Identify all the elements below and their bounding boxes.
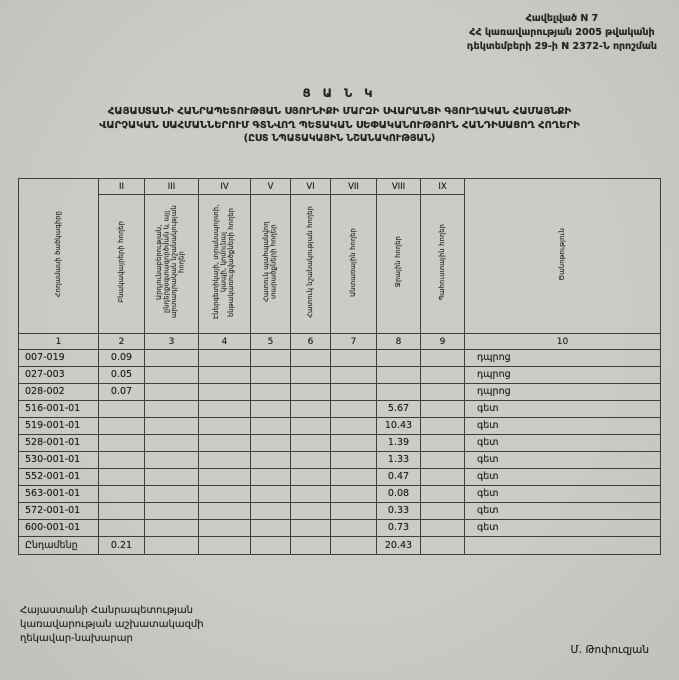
annex-line-3: դեկտեմբերի 29-ի N 2372-Ն որոշման — [466, 40, 657, 52]
area-value-cell — [331, 367, 377, 384]
table-row — [19, 418, 661, 435]
area-value-cell — [199, 537, 251, 555]
parcel-code-header: Հողամասի ծածկագիրը — [53, 211, 62, 298]
parcel-code-cell: 028-002 — [19, 384, 99, 401]
signatory-name: Մ. Թոփուզյան — [570, 644, 649, 656]
area-value-cell — [251, 384, 291, 401]
area-value-cell — [145, 367, 199, 384]
roman-numeral: IV — [199, 179, 251, 195]
area-value-cell — [199, 435, 251, 452]
area-value-cell — [145, 486, 199, 503]
parcel-code-cell: 600-001-01 — [19, 520, 99, 537]
area-value-cell: 0.21 — [99, 537, 145, 555]
category-header-cell — [421, 195, 465, 334]
area-value-cell — [145, 503, 199, 520]
document-heading: Ց Ա Ն Կ — [302, 86, 377, 100]
area-value-cell — [421, 503, 465, 520]
category-header: Հատուկ պահպանվող տարածքների հողեր — [261, 221, 278, 303]
area-value-cell — [291, 537, 331, 555]
area-value-cell — [199, 503, 251, 520]
issuer-line-1: Հայաստանի Հանրապետության — [20, 605, 194, 616]
area-value-cell — [377, 367, 421, 384]
column-number: 2 — [99, 334, 145, 350]
area-value-cell — [199, 367, 251, 384]
area-value-cell — [199, 350, 251, 367]
area-value-cell: 20.43 — [377, 537, 421, 555]
area-value-cell — [421, 350, 465, 367]
area-value-cell — [145, 537, 199, 555]
parcel-code-header-cell — [19, 179, 99, 334]
category-header: Ջրային հողեր — [393, 236, 402, 288]
area-value-cell — [99, 452, 145, 469]
column-number: 3 — [145, 334, 199, 350]
column-number: 10 — [465, 334, 661, 350]
column-number: 9 — [421, 334, 465, 350]
table-row — [19, 384, 661, 401]
area-value-cell — [199, 418, 251, 435]
category-header-cell — [145, 195, 199, 334]
column-number: 6 — [291, 334, 331, 350]
area-value-cell: 5.67 — [377, 401, 421, 418]
column-number: 1 — [19, 334, 99, 350]
area-value-cell: 1.39 — [377, 435, 421, 452]
note-cell: դպրոց — [465, 350, 661, 367]
area-value-cell — [99, 418, 145, 435]
area-value-cell — [251, 435, 291, 452]
area-value-cell: 0.73 — [377, 520, 421, 537]
column-number: 5 — [251, 334, 291, 350]
parcel-code-cell: 572-001-01 — [19, 503, 99, 520]
roman-numeral-row — [19, 179, 661, 195]
area-value-cell — [99, 469, 145, 486]
area-value-cell — [291, 452, 331, 469]
area-value-cell — [291, 384, 331, 401]
area-value-cell — [99, 435, 145, 452]
area-value-cell — [421, 418, 465, 435]
category-header: Բնակավայրերի հողեր — [116, 221, 125, 303]
area-value-cell — [421, 469, 465, 486]
note-cell: գետ — [465, 401, 661, 418]
note-cell: դպրոց — [465, 384, 661, 401]
column-number: 7 — [331, 334, 377, 350]
area-value-cell — [291, 520, 331, 537]
title-line-2: ՎԱՐՉԱԿԱՆ ՍԱՀՄԱՆՆԵՐՈՒՄ ԳՏՆՎՈՂ ՊԵՏԱԿԱՆ ՍԵՓԱԿԱՆՈՒԹՅՈՒՆ ՀԱՆԴԻՍԱՑՈՂ ՀՈՂԵՐԻ — [99, 119, 580, 131]
area-value-cell — [251, 401, 291, 418]
land-parcels-table — [18, 178, 661, 555]
parcel-code-cell: 007-019 — [19, 350, 99, 367]
category-header-cell — [377, 195, 421, 334]
area-value-cell — [421, 367, 465, 384]
area-value-cell — [199, 520, 251, 537]
parcel-code-cell: 530-001-01 — [19, 452, 99, 469]
category-header: Հատուկ նշանակության հողեր — [305, 206, 314, 318]
area-value-cell: 0.08 — [377, 486, 421, 503]
area-value-cell — [251, 503, 291, 520]
note-cell: գետ — [465, 503, 661, 520]
area-value-cell — [99, 401, 145, 418]
category-header: Անտառային հողեր — [348, 227, 357, 297]
area-value-cell — [145, 350, 199, 367]
area-value-cell — [291, 350, 331, 367]
area-value-cell — [331, 520, 377, 537]
area-value-cell — [251, 367, 291, 384]
category-header-cell — [291, 195, 331, 334]
area-value-cell — [377, 350, 421, 367]
area-value-cell — [421, 486, 465, 503]
annex-line-2: ՀՀ կառավարության 2005 թվականի — [469, 26, 655, 38]
area-value-cell — [99, 503, 145, 520]
title-line-3: (ԸՍՏ ՆՊԱՏԱԿԱՅԻՆ ՆՇԱՆԱԿՈՒԹՅԱՆ) — [243, 133, 436, 144]
category-header-cell — [99, 195, 145, 334]
column-number-row — [19, 334, 661, 350]
area-value-cell — [199, 452, 251, 469]
area-value-cell — [291, 435, 331, 452]
parcel-code-cell: 563-001-01 — [19, 486, 99, 503]
area-value-cell — [331, 350, 377, 367]
issuer-line-2: կառավարության աշխատակազմի — [20, 619, 204, 630]
area-value-cell — [291, 469, 331, 486]
category-header: Էներգետիկայի, տրանսպորտի, կապի, կոմունալ ենթակառուցվածքների հողեր — [212, 204, 236, 320]
table-body — [19, 350, 661, 555]
title-line-1: ՀԱՅԱՍՏԱՆԻ ՀԱՆՐԱՊԵՏՈՒԹՅԱՆ ՍՅՈՒՆԻՔԻ ՄԱՐԶԻ ՍՎԱՐԱՆՑԻ ԳՅՈՒՂԱԿԱՆ ՀԱՄԱՅՆՔԻ — [107, 106, 572, 117]
area-value-cell — [251, 350, 291, 367]
area-value-cell — [145, 469, 199, 486]
area-value-cell — [99, 486, 145, 503]
area-value-cell — [331, 486, 377, 503]
table-row — [19, 435, 661, 452]
area-value-cell — [199, 469, 251, 486]
area-value-cell — [145, 384, 199, 401]
issuer-block — [20, 604, 204, 646]
roman-numeral: VIII — [377, 179, 421, 195]
document-title-block — [0, 86, 679, 144]
area-value-cell — [421, 384, 465, 401]
area-value-cell — [331, 469, 377, 486]
area-value-cell — [331, 435, 377, 452]
area-value-cell — [251, 486, 291, 503]
note-cell: դպրոց — [465, 367, 661, 384]
note-header-cell — [465, 179, 661, 334]
annex-reference — [467, 12, 657, 53]
area-value-cell — [291, 503, 331, 520]
area-value-cell — [251, 418, 291, 435]
category-header-cell — [199, 195, 251, 334]
note-cell: գետ — [465, 418, 661, 435]
area-value-cell — [145, 401, 199, 418]
area-value-cell — [291, 401, 331, 418]
area-value-cell — [331, 401, 377, 418]
roman-numeral: VII — [331, 179, 377, 195]
note-cell — [465, 537, 661, 555]
area-value-cell — [331, 452, 377, 469]
total-row — [19, 537, 661, 555]
area-value-cell: 0.09 — [99, 350, 145, 367]
parcel-code-cell: 528-001-01 — [19, 435, 99, 452]
area-value-cell — [291, 486, 331, 503]
column-number: 4 — [199, 334, 251, 350]
table-row — [19, 350, 661, 367]
area-value-cell — [421, 401, 465, 418]
category-header-cell — [251, 195, 291, 334]
parcel-code-cell: 552-001-01 — [19, 469, 99, 486]
area-value-cell — [199, 486, 251, 503]
area-value-cell: 0.05 — [99, 367, 145, 384]
area-value-cell — [251, 520, 291, 537]
category-header: Պահուստային հողեր — [437, 223, 446, 301]
area-value-cell — [377, 384, 421, 401]
note-cell: գետ — [465, 486, 661, 503]
parcel-code-cell: Ընդամենը — [19, 537, 99, 555]
area-value-cell — [331, 384, 377, 401]
roman-numeral: II — [99, 179, 145, 195]
area-value-cell — [199, 401, 251, 418]
area-value-cell — [199, 384, 251, 401]
area-value-cell: 0.33 — [377, 503, 421, 520]
table-row — [19, 367, 661, 384]
roman-numeral: III — [145, 179, 199, 195]
area-value-cell — [251, 469, 291, 486]
annex-line-1: Հավելված N 7 — [525, 13, 599, 24]
note-cell: գետ — [465, 435, 661, 452]
area-value-cell: 0.07 — [99, 384, 145, 401]
note-cell: գետ — [465, 452, 661, 469]
area-value-cell — [331, 418, 377, 435]
table-row — [19, 452, 661, 469]
parcel-code-cell: 519-001-01 — [19, 418, 99, 435]
area-value-cell: 0.47 — [377, 469, 421, 486]
area-value-cell: 1.33 — [377, 452, 421, 469]
column-number: 8 — [377, 334, 421, 350]
note-cell: գետ — [465, 520, 661, 537]
area-value-cell — [145, 418, 199, 435]
area-value-cell — [145, 452, 199, 469]
area-value-cell — [421, 520, 465, 537]
issuer-line-3: ղեկավար-նախարար — [20, 633, 133, 644]
parcel-code-cell: 027-003 — [19, 367, 99, 384]
table-row — [19, 469, 661, 486]
table-row — [19, 503, 661, 520]
area-value-cell — [99, 520, 145, 537]
area-value-cell: 10.43 — [377, 418, 421, 435]
note-header: Ծանոթություն — [557, 228, 566, 281]
category-header-cell — [331, 195, 377, 334]
roman-numeral: IX — [421, 179, 465, 195]
area-value-cell — [251, 452, 291, 469]
area-value-cell — [291, 367, 331, 384]
table-row — [19, 401, 661, 418]
area-value-cell — [291, 418, 331, 435]
area-value-cell — [145, 520, 199, 537]
category-header: Արդյունաբերության, ընդերքօգտագործման և այլ արտադրական նշանակության հողեր — [155, 205, 187, 319]
table-row — [19, 486, 661, 503]
roman-numeral: V — [251, 179, 291, 195]
area-value-cell — [421, 452, 465, 469]
area-value-cell — [421, 537, 465, 555]
area-value-cell — [145, 435, 199, 452]
area-value-cell — [421, 435, 465, 452]
roman-numeral: VI — [291, 179, 331, 195]
table-row — [19, 520, 661, 537]
note-cell: գետ — [465, 469, 661, 486]
parcel-code-cell: 516-001-01 — [19, 401, 99, 418]
area-value-cell — [331, 537, 377, 555]
area-value-cell — [251, 537, 291, 555]
area-value-cell — [331, 503, 377, 520]
